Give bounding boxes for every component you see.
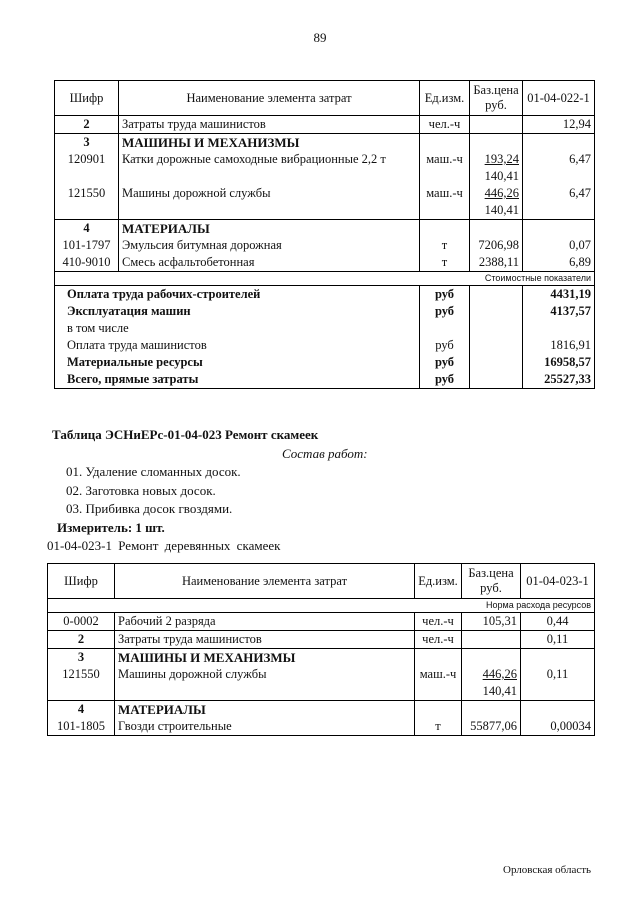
norm-caption-row: Норма расхода ресурсов: [48, 599, 595, 613]
table-row: 410-9010 Смесь асфальтобетонная т 2388,11 6,89: [55, 254, 595, 272]
cost-row: Оплата труда рабочих-строителей руб 4431,19: [55, 286, 595, 304]
header-norm-code: 01-04-022-1: [523, 81, 595, 116]
cost-caption-row: Стоимостные показатели: [55, 272, 595, 286]
cost-row: Всего, прямые затраты руб 25527,33: [55, 371, 595, 389]
cost-row: Оплата труда машинистов руб 1816,91: [55, 337, 595, 354]
header-code: Шифр: [55, 81, 119, 116]
item-code-title: 01-04-023-1 Ремонт деревянных скамеек: [47, 538, 281, 553]
table-row: 101-1805 Гвозди строительные т 55877,06 0,00034: [48, 718, 595, 736]
table-row: 120901 Катки дорожные самоходные вибрационные 2,2 т маш.-ч 193,24 140,41 6,47: [55, 151, 595, 185]
table-header: [48, 564, 595, 599]
resource-table-1: [54, 80, 595, 389]
resource-table-2: [47, 563, 595, 736]
cost-row: Материальные ресурсы руб 16958,57: [55, 354, 595, 371]
header-price: Баз.цена руб.: [470, 81, 523, 116]
header-price: Баз.цена руб.: [462, 564, 521, 599]
table-row: 2 Затраты труда машинистов чел.-ч 0,11: [48, 631, 595, 649]
work-item: 03. Прибивка досок гвоздями.: [66, 501, 233, 516]
cost-row: в том числе: [55, 320, 595, 337]
table-row: 2 Затраты труда машинистов чел.-ч 12,94: [55, 116, 595, 134]
header-code: Шифр: [48, 564, 115, 599]
header-unit: Ед.изм.: [420, 81, 470, 116]
table-row: 3 МАШИНЫ И МЕХАНИЗМЫ: [48, 649, 595, 667]
table-row: 0-0002 Рабочий 2 разряда чел.-ч 105,31 0,44: [48, 613, 595, 631]
header-norm-code: 01-04-023-1: [521, 564, 595, 599]
measure-unit: Измеритель: 1 шт.: [57, 520, 165, 535]
table-row: 121550 Машины дорожной службы маш.-ч 446,26 140,41 0,11: [48, 666, 595, 701]
header-name: Наименование элемента затрат: [115, 564, 415, 599]
table-row: 4 МАТЕРИАЛЫ: [48, 701, 595, 719]
work-item: 02. Заготовка новых досок.: [66, 483, 216, 498]
table-row: 101-1797 Эмульсия битумная дорожная т 7206,98 0,07: [55, 237, 595, 254]
header-name: Наименование элемента затрат: [119, 81, 420, 116]
table-header: [55, 81, 595, 116]
table-row: 4 МАТЕРИАЛЫ: [55, 220, 595, 238]
footer-region: Орловская область: [503, 864, 592, 876]
table-row: 121550 Машины дорожной службы маш.-ч 446,26 140,41 6,47: [55, 185, 595, 220]
table-title: Таблица ЭСНиЕРс-01-04-023 Ремонт скамеек: [52, 427, 319, 442]
page-number: 89: [313, 30, 327, 45]
table-row: 3 МАШИНЫ И МЕХАНИЗМЫ: [55, 134, 595, 152]
cost-row: Эксплуатация машин руб 4137,57: [55, 303, 595, 320]
work-item: 01. Удаление сломанных досок.: [66, 464, 241, 479]
header-unit: Ед.изм.: [415, 564, 462, 599]
works-title: Состав работ:: [282, 446, 368, 461]
